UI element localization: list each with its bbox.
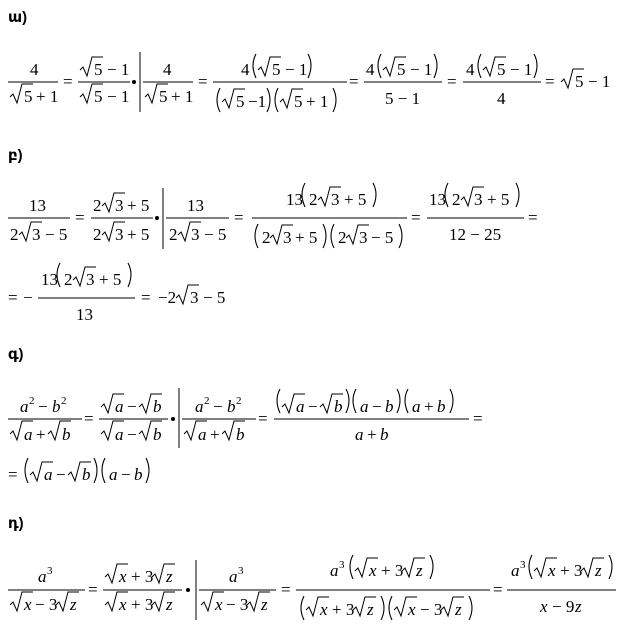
problem-label-g: գ)	[8, 346, 24, 363]
svg-text:b: b	[153, 425, 162, 444]
svg-text:4: 4	[466, 60, 475, 79]
svg-text:−: −	[308, 397, 318, 416]
svg-text:=: =	[349, 72, 359, 91]
svg-text:+ 3: + 3	[560, 561, 583, 580]
svg-text:−: −	[121, 465, 131, 484]
svg-text:2: 2	[93, 225, 102, 244]
svg-text:x: x	[24, 595, 32, 614]
svg-text:−: −	[213, 397, 223, 416]
svg-text:2: 2	[309, 190, 318, 209]
svg-text:+ 5: + 5	[487, 190, 510, 209]
svg-text:=: =	[75, 208, 85, 227]
svg-text:13: 13	[41, 270, 58, 289]
svg-text:+: +	[367, 425, 377, 444]
svg-text:a: a	[198, 425, 207, 444]
svg-text:x: x	[369, 561, 377, 580]
svg-text:=: =	[473, 409, 483, 428]
svg-text:− 1: − 1	[588, 72, 611, 91]
svg-text:+ 1: + 1	[36, 87, 59, 106]
svg-text:a: a	[115, 397, 124, 416]
svg-text:4: 4	[497, 89, 506, 108]
svg-text:4: 4	[30, 60, 39, 79]
svg-text:+ 5: + 5	[99, 270, 122, 289]
svg-text:+ 5: + 5	[295, 228, 318, 247]
svg-text:3: 3	[115, 225, 124, 244]
svg-text:− 3: − 3	[420, 600, 443, 619]
svg-text:z: z	[166, 595, 173, 614]
svg-text:+ 3: + 3	[131, 595, 154, 614]
svg-text:+: +	[424, 397, 434, 416]
svg-text:z: z	[455, 600, 462, 619]
svg-text:=: =	[234, 208, 244, 227]
svg-text:−: −	[372, 397, 382, 416]
svg-text:a: a	[44, 465, 53, 484]
svg-text:5: 5	[294, 92, 303, 111]
svg-text:b: b	[385, 397, 394, 416]
svg-text:− 5: − 5	[204, 225, 227, 244]
svg-text:+: +	[36, 425, 46, 444]
svg-text:− 3: − 3	[226, 595, 249, 614]
svg-text:=: =	[63, 72, 73, 91]
svg-text:− 3: − 3	[35, 595, 58, 614]
svg-text:a: a	[20, 397, 29, 416]
svg-text:+: +	[210, 425, 220, 444]
problem-label-b: բ)	[8, 147, 23, 164]
svg-text:3: 3	[283, 228, 292, 247]
svg-text:− 1: − 1	[410, 60, 433, 79]
svg-text:+ 5: + 5	[127, 225, 150, 244]
svg-text:13: 13	[187, 196, 204, 215]
svg-text:=: =	[8, 288, 18, 307]
svg-text:a: a	[355, 425, 364, 444]
svg-text:−: −	[38, 397, 48, 416]
svg-text:−: −	[56, 465, 66, 484]
svg-text:=: =	[528, 208, 538, 227]
svg-text:x: x	[548, 561, 556, 580]
svg-text:13: 13	[286, 190, 303, 209]
svg-text:x: x	[320, 600, 328, 619]
svg-text:− 1: − 1	[107, 87, 130, 106]
svg-text:a: a	[109, 465, 118, 484]
svg-text:=: =	[258, 409, 268, 428]
svg-text:−: −	[127, 397, 137, 416]
svg-text:4: 4	[241, 60, 250, 79]
svg-text:− 1: − 1	[107, 60, 130, 79]
svg-text:3: 3	[190, 288, 199, 307]
svg-text:+ 1: + 1	[306, 92, 329, 111]
svg-text:z: z	[575, 597, 582, 616]
equation-g	[8, 388, 483, 484]
svg-text:2: 2	[10, 225, 19, 244]
svg-text:2: 2	[29, 395, 35, 407]
svg-text:b: b	[334, 397, 343, 416]
svg-text:12 − 25: 12 − 25	[449, 225, 502, 244]
svg-text:z: z	[416, 561, 423, 580]
svg-text:− 5: − 5	[371, 228, 394, 247]
svg-text:2: 2	[262, 228, 271, 247]
svg-text:+ 3: + 3	[131, 567, 154, 586]
svg-text:a: a	[412, 397, 421, 416]
svg-text:2: 2	[236, 395, 242, 407]
svg-text:− 5: − 5	[203, 288, 226, 307]
svg-text:2: 2	[169, 225, 178, 244]
svg-text:b: b	[227, 397, 236, 416]
svg-text:z: z	[261, 595, 268, 614]
svg-text:a: a	[330, 561, 339, 580]
svg-text:z: z	[70, 595, 77, 614]
svg-text:5: 5	[397, 60, 406, 79]
svg-text:5: 5	[272, 60, 281, 79]
svg-text:−1: −1	[248, 92, 267, 111]
svg-text:− 9: − 9	[552, 597, 575, 616]
svg-text:13: 13	[76, 305, 93, 324]
svg-text:b: b	[134, 465, 143, 484]
equation-a	[8, 52, 610, 112]
svg-text:+ 5: + 5	[127, 196, 150, 215]
svg-text:2: 2	[61, 395, 67, 407]
svg-text:=: =	[545, 72, 555, 91]
svg-text:b: b	[236, 425, 245, 444]
svg-text:5 − 1: 5 − 1	[385, 89, 421, 108]
svg-text:−: −	[127, 425, 137, 444]
svg-text:3: 3	[191, 225, 200, 244]
svg-text:x: x	[408, 600, 416, 619]
svg-text:3: 3	[86, 270, 95, 289]
svg-text:b: b	[153, 397, 162, 416]
equation-d	[8, 555, 616, 620]
svg-text:=: =	[447, 72, 457, 91]
svg-text:x: x	[540, 597, 548, 616]
svg-text:=: =	[88, 580, 98, 599]
svg-text:3: 3	[331, 190, 340, 209]
svg-text:− 1: − 1	[285, 60, 308, 79]
svg-text:=: =	[411, 208, 421, 227]
svg-text:z: z	[595, 561, 602, 580]
svg-text:2: 2	[452, 190, 461, 209]
svg-text:a: a	[115, 425, 124, 444]
svg-text:x: x	[119, 567, 127, 586]
svg-text:4: 4	[163, 60, 172, 79]
equation-b	[8, 183, 538, 324]
svg-text:x: x	[119, 595, 127, 614]
svg-text:3: 3	[32, 225, 41, 244]
svg-text:b: b	[380, 425, 389, 444]
svg-text:+ 3: + 3	[332, 600, 355, 619]
svg-text:a: a	[24, 425, 33, 444]
svg-text:5: 5	[497, 60, 506, 79]
svg-text:−: −	[23, 288, 33, 307]
svg-text:13: 13	[429, 190, 446, 209]
svg-text:+ 3: + 3	[381, 561, 404, 580]
svg-text:3: 3	[238, 565, 244, 577]
svg-text:− 5: − 5	[45, 225, 68, 244]
svg-text:5: 5	[94, 60, 103, 79]
svg-text:z: z	[166, 567, 173, 586]
svg-text:5: 5	[24, 87, 33, 106]
svg-text:3: 3	[115, 196, 124, 215]
svg-text:4: 4	[366, 60, 375, 79]
svg-text:a: a	[229, 567, 238, 586]
problem-label-d: դ)	[8, 515, 24, 532]
svg-text:3: 3	[339, 559, 345, 571]
svg-text:3: 3	[520, 559, 526, 571]
problem-label-a: ա)	[8, 9, 28, 26]
svg-text:− 1: − 1	[510, 60, 533, 79]
svg-text:b: b	[82, 465, 91, 484]
svg-text:=: =	[8, 465, 18, 484]
svg-text:z: z	[367, 600, 374, 619]
svg-text:5: 5	[159, 87, 168, 106]
svg-text:13: 13	[29, 196, 46, 215]
svg-text:+ 1: + 1	[171, 87, 194, 106]
svg-text:3: 3	[47, 565, 53, 577]
svg-text:2: 2	[338, 228, 347, 247]
svg-text:a: a	[296, 397, 305, 416]
svg-text:a: a	[195, 397, 204, 416]
svg-text:3: 3	[474, 190, 483, 209]
svg-text:5: 5	[236, 92, 245, 111]
svg-text:+ 5: + 5	[344, 190, 367, 209]
svg-text:=: =	[281, 580, 291, 599]
svg-text:=: =	[198, 72, 208, 91]
svg-text:a: a	[511, 561, 520, 580]
svg-text:a: a	[38, 567, 47, 586]
svg-text:b: b	[62, 425, 71, 444]
svg-text:a: a	[360, 397, 369, 416]
svg-text:x: x	[215, 595, 223, 614]
svg-text:2: 2	[204, 395, 210, 407]
svg-text:=: =	[141, 288, 151, 307]
svg-text:2: 2	[93, 196, 102, 215]
svg-text:b: b	[52, 397, 61, 416]
svg-text:=: =	[493, 580, 503, 599]
svg-text:=: =	[84, 409, 94, 428]
svg-text:5: 5	[94, 87, 103, 106]
svg-text:b: b	[437, 397, 446, 416]
svg-text:−2: −2	[158, 288, 177, 307]
svg-text:2: 2	[64, 270, 73, 289]
svg-text:5: 5	[575, 72, 584, 91]
svg-text:3: 3	[359, 228, 368, 247]
